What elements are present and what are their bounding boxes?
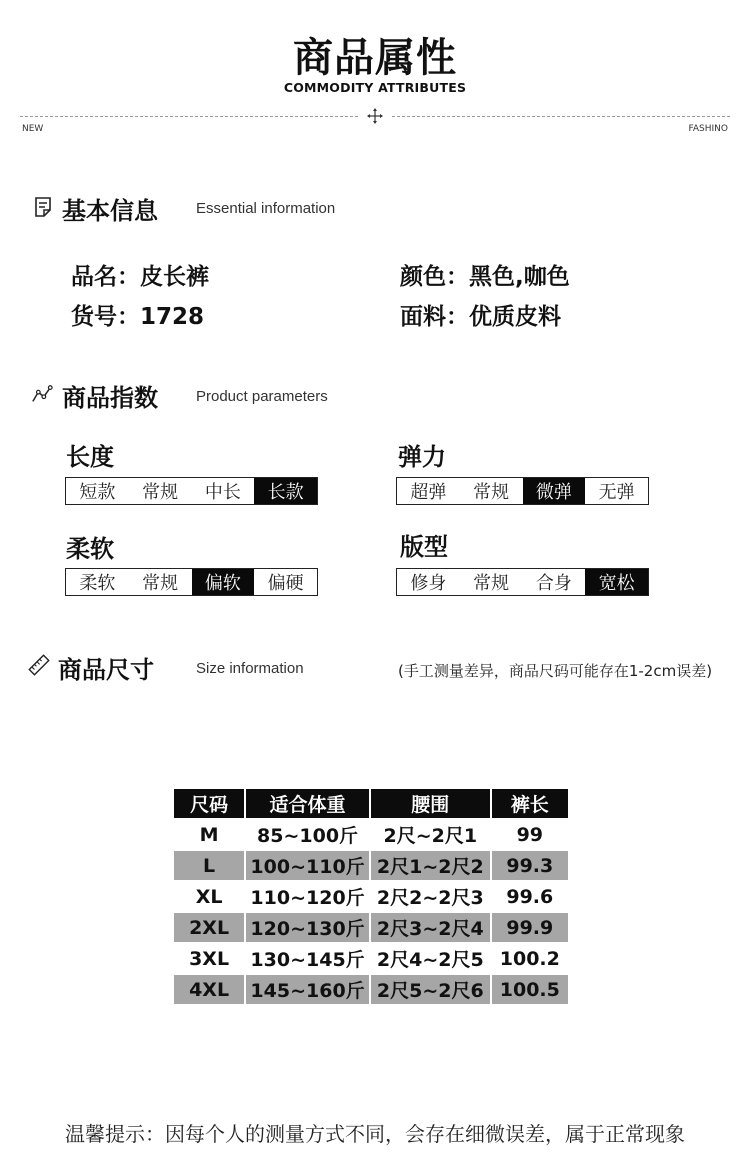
column-header: 尺码: [174, 789, 244, 818]
table-cell: 2XL: [174, 913, 244, 942]
table-cell: XL: [174, 882, 244, 911]
param-option: 常规: [142, 573, 179, 594]
param-label-softness: 柔软: [66, 535, 114, 563]
table-cell: 2尺4~2尺5: [371, 944, 490, 973]
table-cell: 99.3: [492, 851, 568, 880]
param-option-selected: 微弹: [523, 478, 586, 504]
table-cell: 130~145斤: [246, 944, 369, 973]
param-option: 中长: [204, 482, 241, 503]
table-cell: 100.5: [492, 975, 568, 1004]
cross-arrows-icon: [366, 107, 384, 125]
table-cell: L: [174, 851, 244, 880]
param-options-length: [65, 477, 318, 505]
table-cell: 2尺~2尺1: [371, 820, 490, 849]
section-subtitle-basic: Essential information: [196, 200, 336, 217]
size-note: (手工测量差异，商品尺码可能存在1-2cm误差): [398, 662, 713, 680]
section-subtitle-size: Size information: [196, 660, 304, 677]
table-row: [174, 820, 568, 849]
table-row: [174, 944, 568, 973]
page-title: 商品属性: [293, 35, 457, 81]
table-cell: 2尺2~2尺3: [371, 882, 490, 911]
param-options-softness: [65, 568, 318, 596]
trend-line-icon: [31, 383, 53, 405]
table-cell: 100~110斤: [246, 851, 369, 880]
section-title-basic: 基本信息: [62, 197, 158, 225]
param-option: 柔软: [79, 573, 116, 594]
table-cell: 110~120斤: [246, 882, 369, 911]
column-header: 裤长: [492, 789, 568, 818]
param-option: 常规: [473, 482, 510, 503]
ruler-icon: [28, 654, 50, 676]
table-cell: 2尺3~2尺4: [371, 913, 490, 942]
param-option: 常规: [473, 573, 510, 594]
table-row: [174, 882, 568, 911]
table-cell: 99: [492, 820, 568, 849]
product-name: 品名：皮长裤: [71, 264, 209, 290]
column-header: 适合体重: [246, 789, 369, 818]
column-header: 腰围: [371, 789, 490, 818]
document-icon: [33, 196, 55, 218]
table-header-row: [174, 789, 568, 818]
section-title-size: 商品尺寸: [58, 656, 154, 684]
param-option: 偏硬: [267, 573, 304, 594]
footer-tip: 温馨提示：因每个人的测量方式不同，会存在细微误差，属于正常现象: [65, 1122, 685, 1146]
table-cell: 145~160斤: [246, 975, 369, 1004]
table-cell: 4XL: [174, 975, 244, 1004]
param-label-elasticity: 弹力: [398, 443, 446, 471]
table-row: [174, 913, 568, 942]
param-option: 短款: [79, 482, 116, 503]
param-options-fit: [396, 568, 649, 596]
section-title-params: 商品指数: [62, 384, 158, 412]
page-subtitle: COMMODITY ATTRIBUTES: [283, 80, 467, 95]
product-fabric: 面料：优质皮料: [400, 304, 561, 330]
table-cell: 99.6: [492, 882, 568, 911]
param-option-selected: 宽松: [585, 569, 648, 595]
table-cell: 85~100斤: [246, 820, 369, 849]
table-cell: 100.2: [492, 944, 568, 973]
table-cell: 2尺5~2尺6: [371, 975, 490, 1004]
tag-left: NEW: [22, 124, 44, 134]
table-cell: 99.9: [492, 913, 568, 942]
size-table: [172, 787, 570, 1006]
param-label-fit: 版型: [400, 533, 448, 561]
table-row: [174, 851, 568, 880]
product-color: 颜色：黑色,咖色: [400, 264, 570, 290]
param-option: 修身: [410, 573, 447, 594]
param-option: 合身: [535, 573, 572, 594]
divider-right: [392, 116, 730, 117]
divider-left: [20, 116, 358, 117]
param-option-selected: 偏软: [192, 569, 255, 595]
param-label-length: 长度: [66, 443, 114, 471]
table-cell: 120~130斤: [246, 913, 369, 942]
table-row: [174, 975, 568, 1004]
param-option: 无弹: [598, 482, 635, 503]
table-cell: M: [174, 820, 244, 849]
table-cell: 2尺1~2尺2: [371, 851, 490, 880]
table-cell: 3XL: [174, 944, 244, 973]
tag-right: FASHINO: [688, 124, 728, 134]
product-item-no: 货号：1728: [71, 304, 205, 330]
param-option: 超弹: [410, 482, 447, 503]
section-subtitle-params: Product parameters: [196, 388, 328, 405]
param-option: 常规: [142, 482, 179, 503]
param-option-selected: 长款: [254, 478, 317, 504]
param-options-elasticity: [396, 477, 649, 505]
